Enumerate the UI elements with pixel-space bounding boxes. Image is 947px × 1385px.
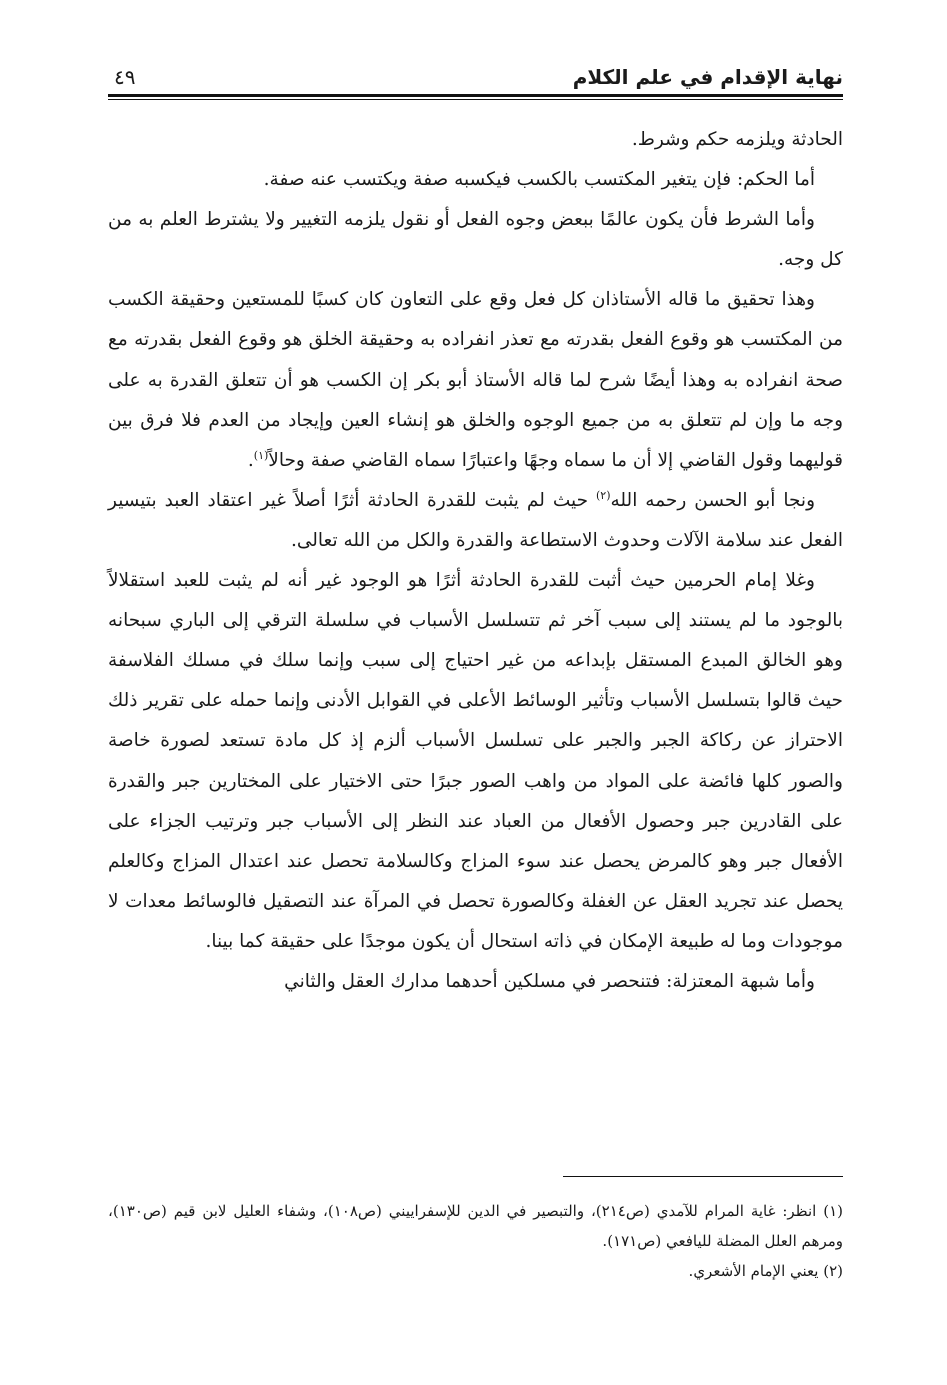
footnote: (٢) يعني الإمام الأشعري.	[688, 1262, 843, 1280]
page-header	[108, 56, 843, 100]
page-number: ٤٩	[114, 65, 136, 89]
header-rule-thin	[108, 99, 843, 100]
paragraph: وأما الشرط فأن يكون عالمًا ببعض وجوه الفعل أو نقول يلزمه التغيير ولا يشترط العلم به من كل وجه.	[108, 209, 843, 271]
footnote-separator	[563, 1176, 843, 1177]
footnote: (١) انظر: غاية المرام للآمدي (ص٢١٤)، والتبصير في الدين للإسفراييني (ص١٠٨)، وشفاء العليل لابن قيم (ص١٣٠)، ومرهم العلل المضلة لليافعي (ص١٧١).	[108, 1202, 843, 1250]
footnotes	[108, 1196, 843, 1286]
header-rule-thick	[108, 94, 843, 97]
paragraph: وهذا تحقيق ما قاله الأستاذان كل فعل وقع على التعاون كان كسبًا للمستعين وحقيقة الكسب من المكتسب هو وقوع الفعل بقدرته مع تعذر انفراده به وحقيقة الخلق هو وقوع الفعل بقدرته مع صحة انفراده به وهذا أيضًا شرح لما قاله الأستاذ أبو بكر إن الكسب هو أن تتعلق القدرة به على وجه ما وإن لم تتعلق به من جميع الوجوه والخلق هو إنشاء العين وإيجاد من العدم فلا فرق بين قوليهما وقول القاضي إلا أن ما سماه وجهًا واعتبارًا سماه القاضي صفة وحالاً$^{(١)}$.	[108, 289, 843, 471]
paragraph: وأما شبهة المعتزلة: فتنحصر في مسلكين أحدهما مدارك العقل والثاني	[284, 970, 815, 992]
main-text	[108, 120, 843, 1002]
footnote-marker: (٢)	[596, 488, 611, 502]
paragraph: وغلا إمام الحرمين حيث أثبت للقدرة الحادثة أثرًا هو الوجود غير أنه لم يثبت للعبد استقلالاً بالوجود ما لم يستند إلى سبب آخر ثم تتسلسل الأسباب في سلسلة الترقي إلى الباري سبحانه وهو الخالق المبدع المستقل بإبداعه من غير احتياج إلى سبب وإنما سلك في مسلك الفلاسفة حيث قالوا بتسلسل الأسباب وتأثير الوسائط الأعلى في القوابل الأدنى وإنما حمله على تقرير ذلك الاحتراز عن ركاكة الجبر والجبر على تسلسل الأسباب ألزم إذ كل مادة تستعد لصورة خاصة والصور كلها فائضة على المواد من واهب الصور جبرًا حتى الاختيار على المختارين جبر والقدرة على القادرين جبر وحصول الأفعال من العباد عند النظر إلى الأسباب جبر وترتيب الجزاء على الأفعال جبر وهو كالمرض يحصل عند سوء المزاج وكالسلامة تحصل عند اعتدال المزاج وكالعلم يحصل عند تجريد العقل عن الغفلة وكالصورة تحصل في المرآة عند التصقيل فالوسائط معدات لا موجودات وما له طبيعة الإمكان في ذاته استحال أن يكون موجدًا على حقيقة كما بينا.	[108, 570, 843, 952]
paragraph: أما الحكم: فإن يتغير المكتسب بالكسب فيكسبه صفة ويكتسب عنه صفة.	[263, 169, 815, 191]
paragraph: ونجا أبو الحسن رحمه الله$^{(٢)}$ حيث لم يثبت للقدرة الحادثة أثرًا أصلاً غير اعتقاد العبد بتيسير الفعل عند سلامة الآلات وحدوث الاستطاعة والقدرة والكل من الله تعالى.	[108, 488, 843, 551]
paragraph: الحادثة ويلزمه حكم وشرط.	[631, 129, 843, 150]
book-title: نهاية الإقدام في علم الكلام	[572, 65, 843, 89]
footnote-marker: (١)	[253, 448, 269, 462]
